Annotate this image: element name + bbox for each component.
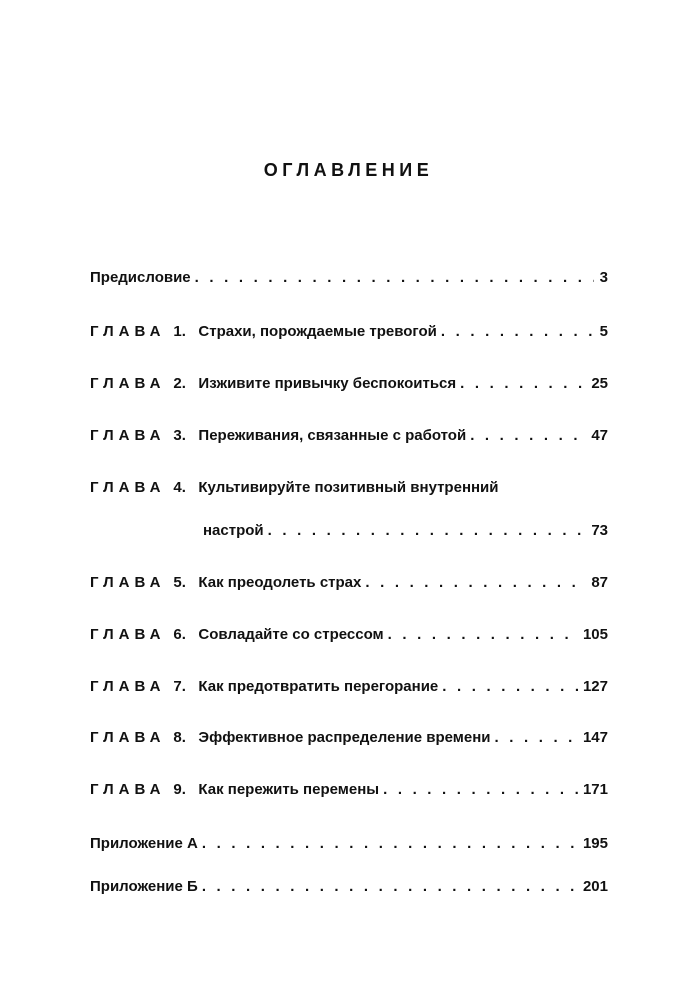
page-title: ОГЛАВЛЕНИЕ [263,160,434,180]
toc-entry-chapter-9[interactable] [90,779,608,801]
chapter-number: 3. [173,427,186,444]
dot-leader [442,676,579,698]
chapter-prefix: ГЛАВА [90,479,166,496]
chapter-number: 4. [173,479,186,496]
toc-entry-chapter-3[interactable] [90,425,608,447]
toc-entry-preface[interactable] [90,267,608,289]
toc-entry-chapter-5[interactable] [90,572,608,594]
chapter-prefix: ГЛАВА [90,781,166,798]
chapter-number: 1. [173,323,186,340]
dot-leader [441,321,594,343]
entry-title: Эффективное распределение времени [198,729,491,746]
entry-title: Изживите привычку беспокоиться [198,375,457,392]
entry-title: Культивируйте позитивный внутренний [198,479,499,496]
toc-entry-chapter-1[interactable] [90,321,608,343]
dot-leader [383,779,579,801]
toc-entry-chapter-2[interactable] [90,373,608,395]
chapter-number: 8. [173,729,186,746]
chapter-number: 9. [173,781,186,798]
chapter-number: 7. [173,678,186,695]
dot-leader [195,267,594,289]
entry-title: Переживания, связанные с работой [198,427,467,444]
entry-page-number: 105 [582,626,608,643]
entry-title-continuation: настрой [203,522,264,539]
entry-page-number: 5 [599,323,608,340]
entry-page-number: 127 [582,678,608,695]
dot-leader [460,373,587,395]
entry-page-number: 171 [582,781,608,798]
chapter-prefix: ГЛАВА [90,626,166,643]
dot-leader [202,876,579,898]
chapter-prefix: ГЛАВА [90,323,166,340]
entry-title: Как пережить перемены [198,781,380,798]
entry-page-number: 87 [591,574,608,591]
entry-title: Как преодолеть страх [198,574,362,591]
chapter-prefix: ГЛАВА [90,678,166,695]
entry-title: Предисловие [90,269,191,286]
toc-entry-chapter-6[interactable] [90,624,608,646]
dot-leader [470,425,587,447]
entry-title: Страхи, порождаемые тревогой [198,323,437,340]
toc-entry-appendix-b[interactable] [90,876,608,898]
toc-entry-appendix-a[interactable] [90,833,608,855]
entry-page-number: 201 [582,878,608,895]
entry-page-number: 25 [591,375,608,392]
dot-leader [388,624,579,646]
toc-entry-chapter-4[interactable] [90,477,608,542]
entry-page-number: 195 [582,835,608,852]
chapter-number: 6. [173,626,186,643]
entry-title: Совладайте со стрессом [198,626,384,643]
dot-leader [495,727,579,749]
chapter-prefix: ГЛАВА [90,574,166,591]
chapter-number: 5. [173,574,186,591]
toc-entry-chapter-8[interactable] [90,727,608,749]
dot-leader [365,572,587,594]
entry-title: Как предотвратить перегорание [198,678,439,695]
entry-title: Приложение Б [90,878,198,895]
toc-entry-chapter-7[interactable] [90,676,608,698]
entry-page-number: 47 [591,427,608,444]
dot-leader [202,833,579,855]
entry-title: Приложение А [90,835,198,852]
dot-leader [268,520,588,542]
entry-page-number: 147 [582,729,608,746]
chapter-prefix: ГЛАВА [90,375,166,392]
entry-page-number: 73 [591,522,608,539]
chapter-number: 2. [173,375,186,392]
entry-page-number: 3 [599,269,608,286]
chapter-prefix: ГЛАВА [90,729,166,746]
chapter-prefix: ГЛАВА [90,427,166,444]
